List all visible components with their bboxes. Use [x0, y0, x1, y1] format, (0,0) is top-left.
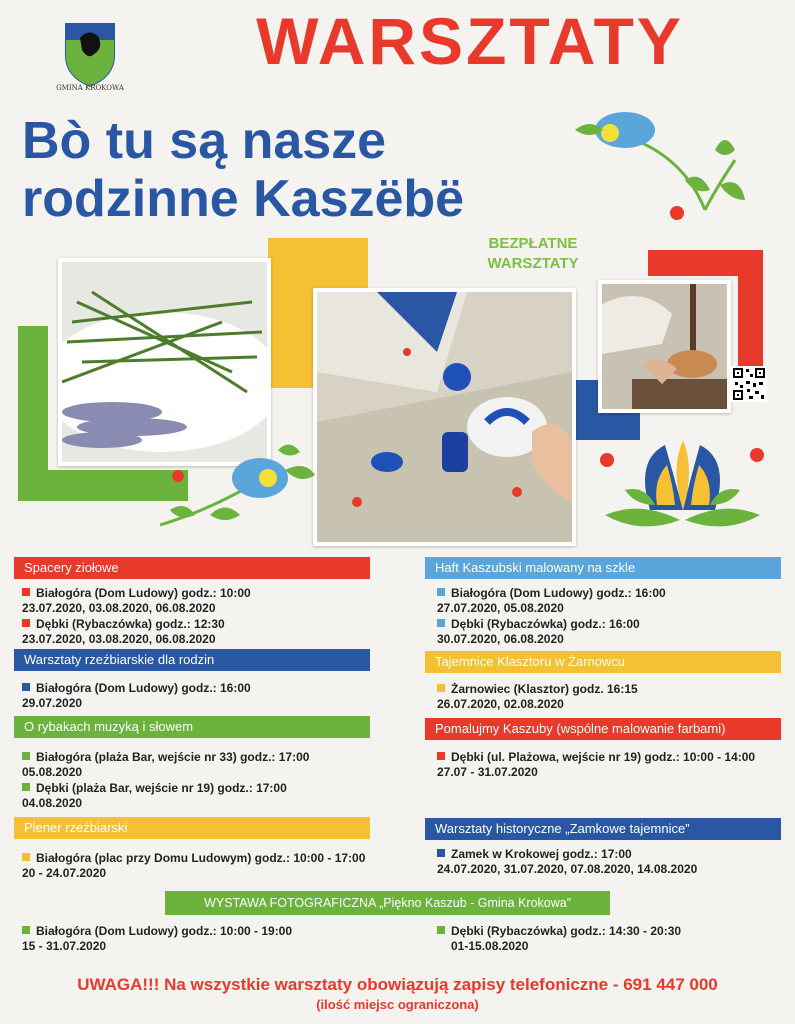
bullet-icon [437, 619, 445, 627]
schedule-text: Białogóra (plaża Bar, wejście nr 33) godz.: 17:00 [36, 750, 310, 764]
schedule-dates: 01-15.08.2020 [451, 939, 529, 953]
subtitle [22, 112, 464, 228]
section-title-embroidery-glass: Haft Kaszubski malowany na szkle [425, 557, 781, 579]
schedule-line [437, 924, 681, 939]
bullet-icon [22, 926, 30, 934]
schedule-text: Białogóra (Dom Ludowy) godz.: 10:00 - 19:00 [36, 924, 293, 938]
schedule-text: Dębki (Rybaczówka) godz.: 14:30 - 20:30 [451, 924, 682, 938]
schedule-dates: 26.07.2020, 02.08.2020 [437, 697, 564, 711]
schedule-dates: 27.07 - 31.07.2020 [437, 765, 538, 779]
schedule-text: Białogóra (Dom Ludowy) godz.: 16:00 [36, 681, 251, 695]
schedule-dates: 04.08.2020 [22, 796, 83, 810]
schedule-dates: 05.08.2020 [22, 765, 83, 779]
schedule-line [22, 750, 309, 765]
schedule-dates: 15 - 31.07.2020 [22, 939, 107, 953]
schedule-line [437, 750, 755, 765]
section-title-photo-exhibition: WYSTAWA FOTOGRAFICZNA „Piękno Kaszub - Gmina Krokowa” [165, 891, 610, 915]
page-title: WARSZTATY [256, 4, 684, 78]
section-title-herb-walks: Spacery ziołowe [14, 557, 370, 579]
schedule-dates: 30.07.2020, 06.08.2020 [437, 632, 564, 646]
schedule-dates: 24.07.2020, 31.07.2020, 07.08.2020, 14.08.2020 [437, 862, 698, 876]
schedule-text: Białogóra (plac przy Domu Ludowym) godz.: 10:00 - 17:00 [36, 851, 366, 865]
flower-top-right-icon [565, 100, 765, 230]
schedule-text: Białogóra (Dom Ludowy) godz.: 10:00 [36, 586, 251, 600]
bullet-icon [22, 853, 30, 861]
free-badge [468, 234, 598, 275]
schedule-dates: 20 - 24.07.2020 [22, 866, 107, 880]
schedule-line [22, 851, 365, 866]
section-title-sculpture-plein-air: Plener rzeźbiarski [14, 817, 370, 839]
bullet-icon [437, 684, 445, 692]
schedule-line [437, 586, 666, 601]
bullet-icon [22, 588, 30, 596]
registration-warning: UWAGA!!! Na wszystkie warsztaty obowiązują zapisy telefoniczne - 691 447 000 [77, 975, 718, 994]
schedule-text: Zamek w Krokowej godz.: 17:00 [451, 847, 632, 861]
bullet-icon [437, 752, 445, 760]
schedule-line [22, 617, 225, 632]
bullet-icon [22, 783, 30, 791]
bullet-icon [22, 683, 30, 691]
section-title-monastery: Tajemnice Klasztoru w Żarnowcu [425, 651, 781, 673]
schedule-dates: 29.07.2020 [22, 696, 83, 710]
photo-painting-on-glass [313, 288, 576, 546]
schedule-dates: 23.07.2020, 03.08.2020, 06.08.2020 [22, 632, 216, 646]
qr-code-icon[interactable] [731, 366, 767, 402]
photo-herbs [58, 258, 271, 466]
subtitle-line-1: Bò tu są nasze [22, 112, 387, 170]
deco-block-red-vertical [738, 250, 763, 380]
schedule-text: Dębki (Rybaczówka) godz.: 12:30 [36, 617, 225, 631]
bullet-icon [437, 588, 445, 596]
bullet-icon [437, 849, 445, 857]
limited-seats-note: (ilość miejsc ograniczona) [316, 997, 479, 1012]
bullet-icon [22, 619, 30, 627]
subtitle-line-2: rodzinne Kaszëbë [22, 170, 465, 229]
flower-bottom-left-icon [150, 440, 320, 540]
section-title-sculpture-workshops: Warsztaty rzeźbiarskie dla rodzin [14, 649, 370, 671]
bullet-icon [437, 926, 445, 934]
crest-logo [58, 20, 122, 94]
section-title-fishermen: O rybakach muzyką i słowem [14, 716, 370, 738]
schedule-line [437, 682, 638, 697]
schedule-text: Dębki (plaża Bar, wejście nr 19) godz.: 17:00 [36, 781, 287, 795]
schedule-line [22, 924, 292, 939]
section-title-castle-secrets: Warsztaty historyczne „Zamkowe tajemnice” [425, 818, 781, 840]
schedule-text: Dębki (Rybaczówka) godz.: 16:00 [451, 617, 640, 631]
schedule-line [22, 681, 251, 696]
schedule-line [437, 617, 640, 632]
schedule-text: Dębki (ul. Plażowa, wejście nr 19) godz.: 10:00 - 14:00 [451, 750, 756, 764]
deco-block-blue-horizontal [575, 412, 640, 440]
tulip-ornament-icon [595, 440, 770, 540]
free-line-2: WARSZTATY [487, 255, 579, 273]
schedule-text: Żarnowiec (Klasztor) godz. 16:15 [451, 682, 638, 696]
schedule-dates: 23.07.2020, 03.08.2020, 06.08.2020 [22, 601, 216, 615]
section-title-painting-kashubia: Pomalujmy Kaszuby (wspólne malowanie farbami) [425, 718, 781, 740]
schedule-dates: 27.07.2020, 05.08.2020 [437, 601, 564, 615]
schedule-line [22, 781, 287, 796]
free-line-1: BEZPŁATNE [488, 235, 578, 252]
schedule-line [22, 586, 251, 601]
crest-caption: GMINA KROKOWA [56, 84, 124, 92]
schedule-line [437, 847, 632, 862]
bullet-icon [22, 752, 30, 760]
schedule-text: Białogóra (Dom Ludowy) godz.: 16:00 [451, 586, 666, 600]
photo-woodcarving [598, 280, 731, 413]
